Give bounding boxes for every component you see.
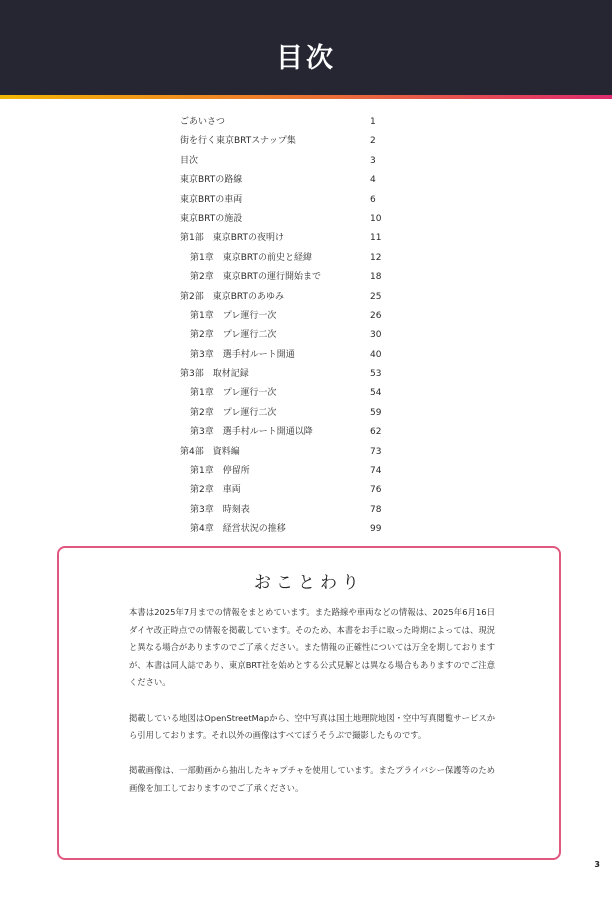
toc-entry-label: 第4部 資料編 — [180, 446, 240, 457]
toc-entry-page: 11 — [370, 233, 382, 244]
notice-paragraph: 本書は2025年7月までの情報をまとめています。また路線や車両などの情報は、2025年6月16日ダイヤ改正時点での情報を掲載しています。そのため、本書をお手に取った時期によっては、現況と異なる場合がありますのでご了承ください。また情報の正確性については万全を期しておりますが、本書は同人誌であり、東京BRT社を始めとする公式見解とは異なる場合もありますのでご注意ください。 — [129, 607, 495, 688]
toc-entry-page: 99 — [370, 524, 382, 535]
notice-paragraph: 掲載画像は、一部動画から抽出したキャプチャを使用しています。またプライバシー保護等のため画像を加工しておりますのでご了承ください。 — [129, 765, 495, 793]
toc-entry — [180, 268, 390, 287]
toc-entry-label: 目次 — [180, 155, 199, 166]
toc-entry-label: 第2部 東京BRTのあゆみ — [180, 291, 284, 302]
page-title: 目次 — [276, 43, 336, 74]
toc-entry-page: 73 — [370, 446, 382, 457]
toc-entry — [180, 384, 390, 403]
page-header — [0, 0, 612, 95]
toc-entry — [180, 501, 390, 520]
toc-entry-label: 第2章 プレ運行二次 — [190, 407, 277, 418]
toc-entry — [180, 423, 390, 442]
table-of-contents — [180, 113, 390, 540]
toc-entry — [180, 307, 390, 326]
toc-entry-label: 第3章 時刻表 — [190, 504, 250, 515]
toc-entry-label: 第1章 東京BRTの前史と経緯 — [190, 252, 312, 263]
toc-entry-label: 第3部 取材記録 — [180, 369, 249, 380]
toc-entry — [180, 404, 390, 423]
toc-entry-page: 2 — [370, 136, 376, 147]
notice-body — [129, 604, 495, 815]
toc-entry-label: 第1章 停留所 — [190, 466, 250, 477]
toc-entry-label: 東京BRTの路線 — [180, 175, 243, 186]
toc-entry — [180, 443, 390, 462]
toc-entry — [180, 326, 390, 345]
header-accent-stripe — [0, 95, 612, 99]
toc-entry — [180, 171, 390, 190]
toc-entry-label: 第2章 東京BRTの運行開始まで — [190, 272, 321, 283]
toc-entry-label: 第1章 プレ運行一次 — [190, 310, 277, 321]
toc-entry-page: 30 — [370, 330, 382, 341]
toc-entry-label: 第2章 プレ運行二次 — [190, 330, 277, 341]
toc-entry — [180, 249, 390, 268]
notice-box — [57, 546, 561, 860]
toc-entry-page: 12 — [370, 252, 382, 263]
toc-entry-page: 18 — [370, 272, 382, 283]
toc-entry — [180, 191, 390, 210]
toc-entry — [180, 288, 390, 307]
toc-entry — [180, 113, 390, 132]
notice-title: おことわり — [254, 573, 364, 593]
toc-entry — [180, 132, 390, 151]
toc-entry-page: 10 — [370, 213, 382, 224]
toc-entry — [180, 152, 390, 171]
toc-entry — [180, 229, 390, 248]
toc-entry-label: 第3章 選手村ルート開通 — [190, 349, 295, 360]
toc-entry — [180, 346, 390, 365]
toc-entry-page: 6 — [370, 194, 376, 205]
toc-entry-page: 26 — [370, 310, 382, 321]
toc-entry-page: 78 — [370, 504, 382, 515]
toc-entry — [180, 520, 390, 539]
toc-entry-page: 40 — [370, 349, 382, 360]
toc-entry-page: 59 — [370, 407, 382, 418]
toc-entry — [180, 210, 390, 229]
toc-entry-page: 25 — [370, 291, 382, 302]
toc-entry-label: 第1章 プレ運行一次 — [190, 388, 277, 399]
toc-entry-label: 第4章 経営状況の推移 — [190, 524, 286, 535]
toc-entry-label: 第3章 選手村ルート開通以降 — [190, 427, 313, 438]
toc-entry-label: 第1部 東京BRTの夜明け — [180, 233, 284, 244]
toc-entry-label: 街を行く東京BRTスナップ集 — [180, 136, 296, 147]
toc-entry-label: ごあいさつ — [180, 117, 226, 127]
toc-entry — [180, 481, 390, 500]
toc-entry-page: 1 — [370, 117, 376, 127]
toc-entry-page: 53 — [370, 369, 382, 380]
toc-entry — [180, 365, 390, 384]
toc-entry — [180, 462, 390, 481]
toc-entry-page: 76 — [370, 485, 382, 496]
toc-entry-label: 東京BRTの施設 — [180, 213, 243, 224]
toc-entry-page: 62 — [370, 427, 382, 438]
toc-entry-page: 54 — [370, 388, 382, 399]
toc-entry-label: 第2章 車両 — [190, 485, 241, 496]
notice-paragraph: 掲載している地図はOpenStreetMapから、空中写真は国土地理院地図・空中写真閲覧サービスから引用しております。それ以外の画像はすべてぽうそうぶで撮影したものです。 — [129, 712, 495, 741]
toc-entry-page: 3 — [370, 155, 376, 166]
toc-entry-page: 4 — [370, 175, 376, 186]
toc-entry-page: 74 — [370, 466, 382, 477]
toc-entry-label: 東京BRTの車両 — [180, 194, 243, 205]
page-number: 3 — [594, 860, 600, 869]
